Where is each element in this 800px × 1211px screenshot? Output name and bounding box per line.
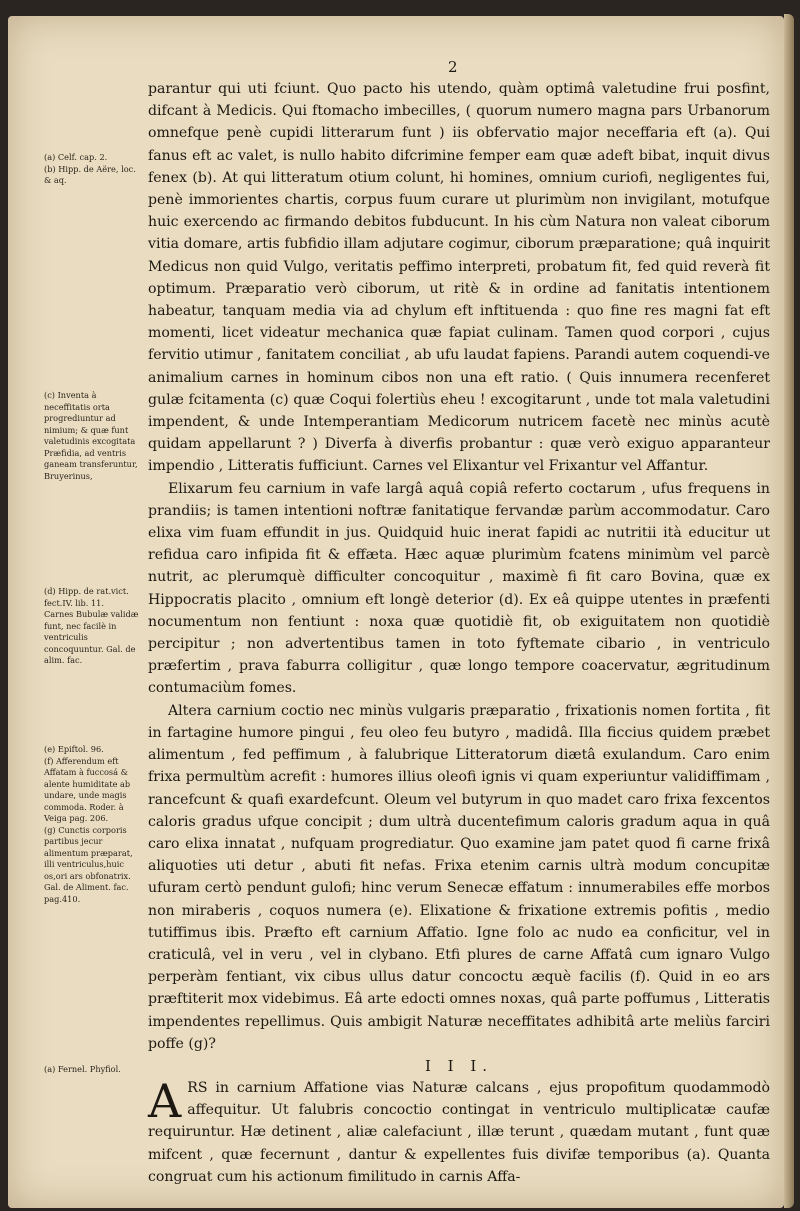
page-number: 2 [448,58,458,76]
paragraph-elixarum: Elixarum feu carnium in vafe largâ aquâ copiâ referto coctarum , ufus frequens in prandiis; is tamen intentioni noftræ fanitatique fervandæ parùm accommodatur. Caro elixa vim fuam effundit in jus. Quidquid huic inerat fapidi ac nutritii ità educitur ut refidua caro infipida fit & effæta. Hæc aquæ plurimùm fcatens minimùm vel parcè nutrit, ac plerumquè difficulter concoquitur , maximè fi fit caro Bovina, quæ ex Hippocratis placito , omnium eft longè deterior (d). Ex eâ quippe utentes in præfenti nocumentum non fentiunt : noxa quæ quotidiè fit, ob exiguitatem non quotidiè percipitur ; non advertentibus tamen in toto fyftemate cibario , in ventriculo præfertim , prava faburra colligitur , quæ longo tempore coacervatur, ægritudinum contumaciùm fomes. [148,480,770,697]
margin-note-a-b: (a) Celf. cap. 2. (b) Hipp. de Aëre, loc. & aq. [44,152,136,185]
drop-cap: A [148,1073,182,1128]
margin-note-e-f-g: (e) Epiftol. 96. (f) Afferendum eft Affatam à fuccosá & alente humiditate ab undare, unde magis commoda. Roder. à Veiga pag. 206. (g) Cunctis corporis partibus jecur alimentum præparat, illi ventriculus,huic os,ori ars obfonatrix. Gal. de Aliment. fac. pag.410. [44,744,133,904]
page-edge [784,14,794,1208]
paragraph-frixatio: Altera carnium coctio nec minùs vulgaris præparatio , frixationis nomen fortita , fit in fartagine humore pingui , feu oleo feu butyro , madidâ. Illa ficcius quidem præbet alimentum , fed peffimum , à falubrique Litteratorum diætâ exulandum. Caro enim frixa permultùm acrefit : humores illius oleofi ignis vi quam experiuntur validiffimam , rancefcunt & quafi exardefcunt. Oleum vel butyrum in quo madet caro frixa fexcentos caloris gradus ufque concipit ; dum ultrà ducentefimum caloris gradum aqua in quâ caro elixa innatat , nufquam progrediatur. Quo examine jam patet quod fi carne frixâ aliquoties uti detur , abuti fit nefas. Frixa etenim carnis ultrà modum concupitæ ufuram certò pendunt gulofi; hinc verum Senecæ effatum : innumerabiles effe morbos non miraberis , coquos numera (e). Elixatione & frixatione extremis pofitis , medio tutiffimus ibis. Præfto eft carnium Affatio. Igne folo ac nudo ea conficitur, vel in craticulâ, vel in veru , vel in clybano. Etfi plures de carne Affatâ cum ignaro Vulgo perperàm fentiant, vix cibus ullus datur concoctu æquè facilis (f). Quid in eo ars præftiterit mox videbimus. Eâ arte edocti omnes noxas, quâ parte poffumus , Litteratis impendentes repellimus. Quis ambigit Naturæ neceffitates adhibitâ arte meliùs farciri poffe (g)? [148,702,770,1052]
section-heading: I I I. [424,1056,494,1075]
paragraph-intro: parantur qui uti fciunt. Quo pacto his utendo, quàm optimâ valetudine frui posfint, difcant à Medicis. Qui ftomacho imbecilles, ( quorum numero magna pars Urbanorum omnefque penè cupidi litterarum funt ) iis obfervatio major neceffaria eft (a). Qui fanus eft ac valet, is nullo habito difcrimine femper eam quæ adeft bibat, inquit divus fenex (b). At qui litteratum otium colunt, hi homines, omnium curiofi, negligentes fui, penè immorientes chartis, corpus fuum curare ut plurimùm non invigilant, motufque huic exercendo ac firmando debitos fubducunt. In his cùm Natura non valeat ciborum vitia domare, artis fubfidio illam adjutare cogimur, ciborum præparatione; quâ inquirit Medicus non quid Vulgo, veritatis peffimo interpreti, probatum fit, fed quid reverà fit optimum. Præparatio verò ciborum, ut ritè & in ordine ad fanitatis intentionem habeatur, tanquam media via ad chylum eft inftituenda : quo fine res magni fat eft momenti, licet videatur mechanica quæ fapiat culinam. Tamen quod corpori , cujus fervitio utimur , fanitatem conciliat , ab ufu laudat fapiens. Parandi autem coquendi-ve animalium carnes in hominum cibos non una eft ratio. ( Quis innumera recenferet gulæ fcitamenta (c) quæ Coqui folertiùs eheu ! excogitarunt , unde tot mala valetudini impendent, & unde Intemperantiam Medicorum nutricem facetè nec minùs acutè quidam appellarunt ? ) Diverfa à diverfis probantur : quæ verò exiguo apparanteur impendio , Litteratis fufficiunt. Carnes vel Elixantur vel Frixantur vel Affantur. [148,81,770,475]
margin-note-d: (d) Hipp. de rat.vict. fect.IV. lib. 11. Carnes Bubulæ validæ funt, nec facilè in ventriculis concoquuntur. Gal. de alim. fac. [44,586,139,665]
margin-note-c: (c) Inventa à neceffitatis orta progrediuntur ad nimium; & quæ funt valetudinis excogitata Præfidia, ad ventris ganeam transferuntur, Bruyerinus, [44,390,138,481]
paragraph-assatio [148,1073,770,1188]
margin-notes [44,140,144,1140]
main-text [148,78,770,1188]
margin-note-fernel: (a) Fernel. Phyfiol. [44,1064,121,1074]
section-text: RS in carnium Affatione vias Naturæ calcans , ejus propofitum quodammodò affequitur. Ut falubris concoctio contingat in ventriculo multiplicatæ caufæ requiruntur. Hæ detinent , aliæ calefaciunt , illæ terunt , quædam mutant , funt quæ mifcent , quæ fecernunt , dantur & expellentes fuis divifæ temporibus (a). Quanta congruat cum his actionum fimilitudo in carnis Affa- [148,1079,770,1185]
